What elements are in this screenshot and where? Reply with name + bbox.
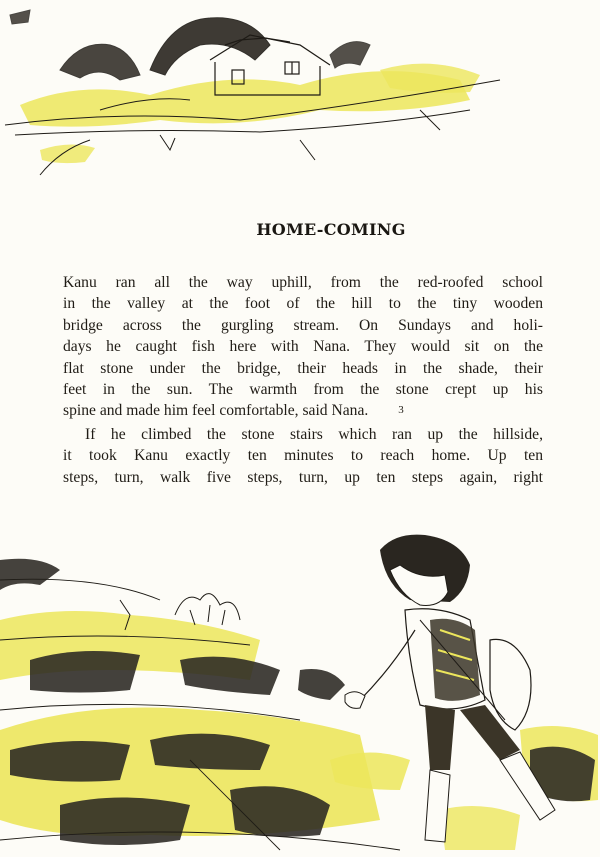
- hillside-house-illustration: [0, 0, 600, 200]
- text-line: spine and made him feel comfortable, said Nana.: [63, 402, 369, 420]
- page-number: 3: [398, 404, 404, 417]
- story-title: HOME-COMING: [256, 220, 406, 239]
- text-line: If he climbed the stone stairs which ran up the hillside,: [85, 425, 543, 443]
- text-line: in the valley at the foot of the hill to the tiny wooden: [63, 295, 543, 313]
- text-line: feet in the sun. The warmth from the stone crept up his: [63, 381, 543, 399]
- boy-walking-illustration: [0, 520, 600, 857]
- story-text: [63, 272, 543, 488]
- text-line: bridge across the gurgling stream. On Sundays and holi-: [63, 316, 543, 334]
- text-line: flat stone under the bridge, their heads in the shade, their: [63, 359, 543, 377]
- text-line: Kanu ran all the way uphill, from the red-roofed school: [63, 274, 543, 291]
- text-line: it took Kanu exactly ten minutes to reach home. Up ten: [63, 447, 543, 465]
- boy-figure: [345, 535, 555, 842]
- text-line: steps, turn, walk five steps, turn, up ten steps again, right: [63, 468, 543, 486]
- ink-trees: [10, 10, 370, 80]
- text-line: days he caught fish here with Nana. They would sit on the: [63, 338, 543, 356]
- text-line-with-page-number: [63, 400, 543, 423]
- yellow-wash: [20, 64, 480, 164]
